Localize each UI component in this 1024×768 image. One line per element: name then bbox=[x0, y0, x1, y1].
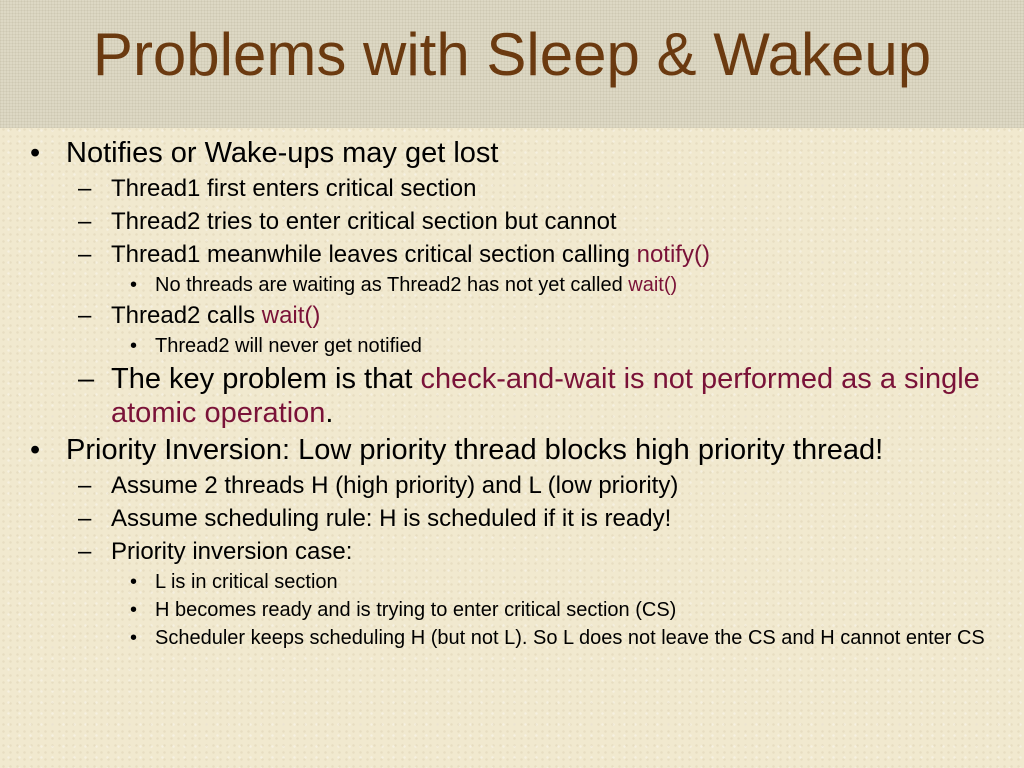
dash-marker: – bbox=[78, 175, 92, 202]
sub-item-inversion-case bbox=[28, 537, 1003, 567]
sub-item-text: Thread2 calls bbox=[111, 302, 262, 329]
dash-marker: – bbox=[78, 208, 92, 235]
bullet-text: Priority Inversion: Low priority thread blocks high priority thread! bbox=[66, 434, 884, 466]
detail-text: L is in critical section bbox=[155, 571, 338, 593]
sub-item-text: Thread2 tries to enter critical section but cannot bbox=[111, 208, 617, 235]
sub-item-text: Thread1 meanwhile leaves critical section calling bbox=[111, 241, 637, 268]
slide-title: Problems with Sleep & Wakeup bbox=[92, 21, 932, 88]
code-wait: wait() bbox=[628, 274, 678, 296]
dash-marker: – bbox=[78, 538, 92, 565]
bullet-marker: • bbox=[130, 571, 138, 593]
sub-item-thread2-calls bbox=[28, 301, 1003, 331]
dash-marker: – bbox=[78, 302, 92, 329]
dash-marker: – bbox=[78, 472, 92, 499]
code-wait: wait() bbox=[261, 302, 321, 329]
sub-item-key-problem bbox=[28, 362, 1003, 430]
detail-scheduler-keeps bbox=[28, 626, 1003, 650]
sub-item-thread1-enters bbox=[28, 174, 1003, 204]
sub-item-text: Priority inversion case: bbox=[111, 538, 353, 565]
sentence-end: . bbox=[325, 397, 334, 429]
slide-content bbox=[28, 136, 1003, 654]
key-problem-highlight: check-and-wait is not performed as a single atomic operation bbox=[111, 363, 980, 429]
bullet-lost-wakeups bbox=[28, 136, 1003, 170]
sub-item-text: Assume 2 threads H (high priority) and L (low priority) bbox=[111, 472, 679, 499]
bullet-marker: • bbox=[30, 137, 41, 169]
detail-text: Thread2 will never get notified bbox=[155, 335, 422, 357]
sub-item-thread2-tries bbox=[28, 207, 1003, 237]
code-notify: notify() bbox=[636, 241, 710, 268]
bullet-marker: • bbox=[130, 335, 138, 357]
detail-text: Scheduler keeps scheduling H (but not L). So L does not leave the CS and H cannot enter CS bbox=[155, 627, 985, 649]
dash-marker: – bbox=[78, 241, 92, 268]
sub-item-assume-threads bbox=[28, 471, 1003, 501]
bullet-priority-inversion bbox=[28, 433, 1003, 467]
bullet-marker: • bbox=[130, 599, 138, 621]
sub-item-scheduling-rule bbox=[28, 504, 1003, 534]
detail-h-ready bbox=[28, 598, 1003, 622]
detail-text: No threads are waiting as Thread2 has not yet called bbox=[155, 274, 629, 296]
sub-item-thread1-leaves bbox=[28, 240, 1003, 270]
sub-item-text: Thread1 first enters critical section bbox=[111, 175, 477, 202]
bullet-text: Notifies or Wake-ups may get lost bbox=[66, 137, 499, 169]
bullet-marker: • bbox=[30, 434, 41, 466]
sub-item-text: Assume scheduling rule: H is scheduled if it is ready! bbox=[111, 505, 672, 532]
detail-no-threads-waiting bbox=[28, 273, 1003, 297]
dash-marker: – bbox=[78, 505, 92, 532]
dash-marker: – bbox=[78, 363, 95, 395]
sub-item-text: The key problem is that bbox=[111, 363, 421, 395]
detail-never-notified bbox=[28, 334, 1003, 358]
detail-l-in-cs bbox=[28, 570, 1003, 594]
bullet-marker: • bbox=[130, 274, 138, 296]
bullet-marker: • bbox=[130, 627, 138, 649]
detail-text: H becomes ready and is trying to enter critical section (CS) bbox=[155, 599, 677, 621]
